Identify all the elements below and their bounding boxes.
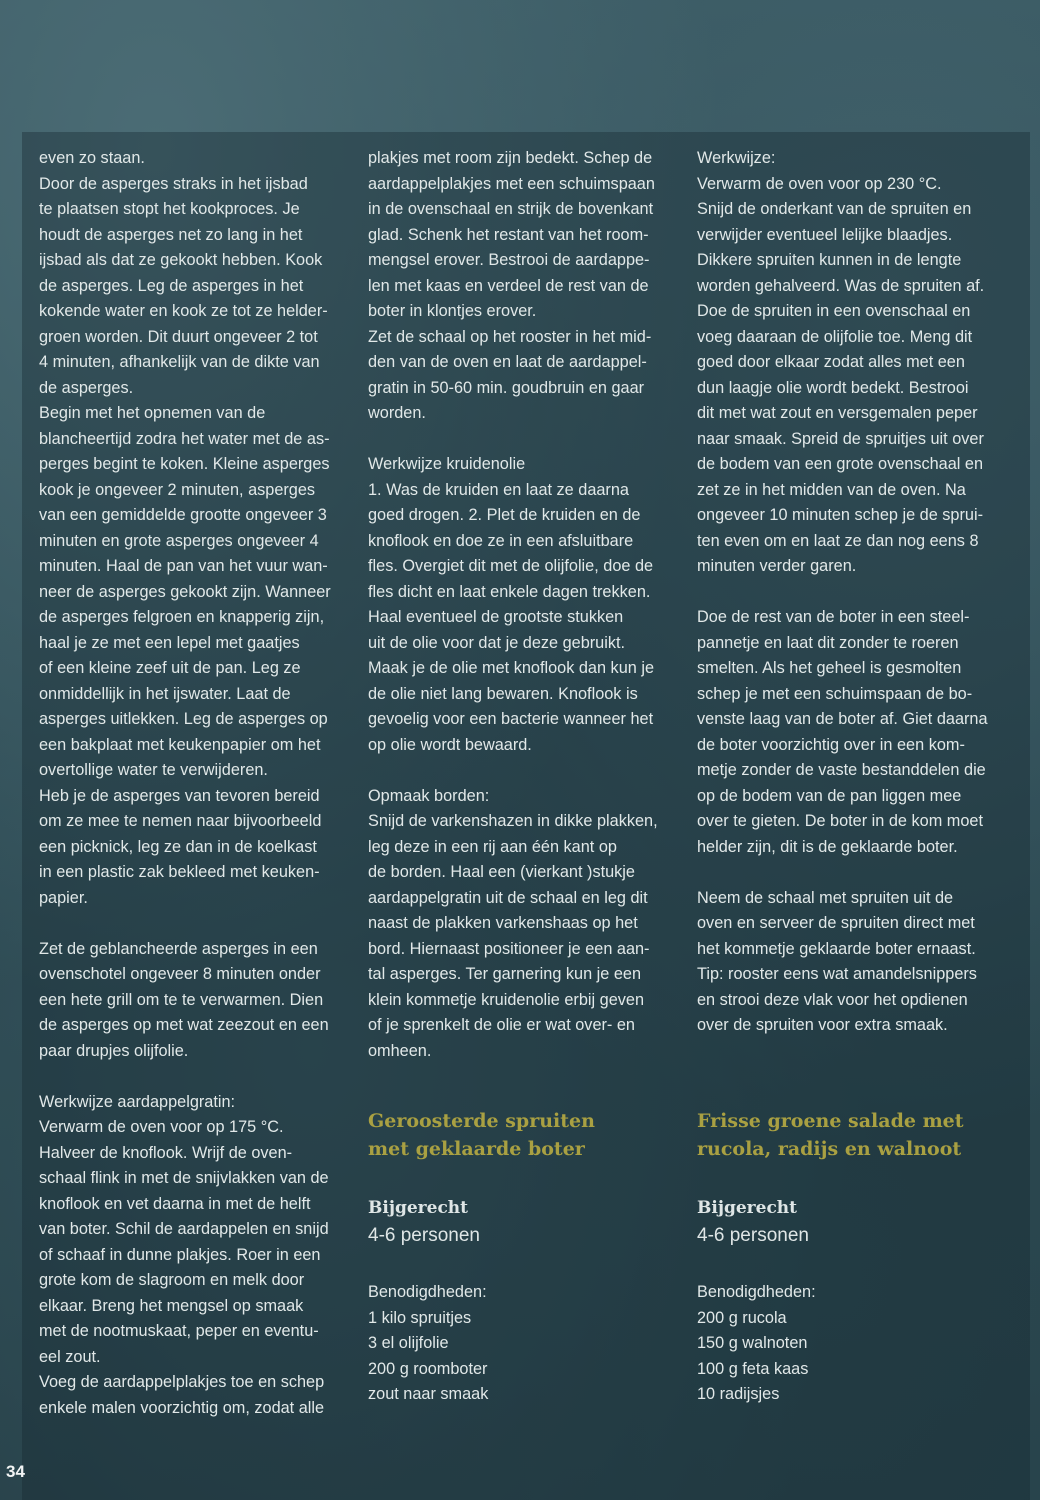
paragraph-werkwijze: Werkwijze: Verwarm de oven voor op 230 °C. Snijd de onderkant van de spruiten en verwijder eventueel lelijke blaadjes. Dikkere spruiten kunnen in de lengte worden gehalveerd. Was de spruiten af. Doe de spruiten in een ovenschaal en voeg daaraan de olijfolie toe. Meng dit goed door elkaar zodat alles met een dun laagje olie wordt bedekt. Bestrooi dit met wat zout en versgemalen peper naar smaak. Spreid de spruitjes uit over de bodem van een grote ovenschaal en zet ze in het midden van de oven. Na ongeveer 10 minuten schep je de sprui- ten even om en laat ze dan nog eens 8 minuten verder garen.	[697, 149, 985, 575]
ingredient-item: 100 g feta kaas	[697, 1359, 809, 1378]
category-label: Bijgerecht	[697, 1198, 798, 1218]
persons-label: 4-6 personen	[368, 1224, 480, 1246]
ingredients-salade	[697, 1280, 816, 1408]
paragraph-geklaarde-boter: Doe de rest van de boter in een steel- pannetje en laat dit zonder te roeren smelten. Als het geheel is gesmolten schep je met een schuimspaan de bo- venste laag van de boter af. Giet daarna de boter voorzichtig over in een kom- metje zonder de vaste bestanddelen die op de bodem van de pan liggen mee over te gieten. De boter in de kom moet helder zijn, dit is de geklaarde boter.	[697, 608, 988, 856]
recipe-meta-spruiten	[368, 1196, 480, 1249]
recipe-title-spruiten: Geroosterde spruiten met geklaarde boter	[368, 1110, 595, 1160]
recipe-title-salade: Frisse groene salade met rucola, radijs en walnoot	[697, 1110, 964, 1160]
paragraph-asperges: even zo staan. Door de asperges straks in het ijsbad te plaatsen stopt het kookproces. Je houdt de asperges net zo lang in het ijsbad als dat ze gekookt hebben. Kook de asperges. Leg de asperges in het kokende water en kook ze tot ze helder- groen worden. Dit duurt ongeveer 2 tot 4 minuten, afhankelijk van de dikte van de asperges. Begin met het opnemen van de blancheertijd zodra het water met de as- perges begint te koken. Kleine asperges kook je ongeveer 2 minuten, asperges van een gemiddelde grootte ongeveer 3 minuten en grote asperges ongeveer 4 minuten. Haal de pan van het vuur wan- neer de asperges gekookt zijn. Wanneer de asperges felgroen en knapperig zijn, haal je ze met een lepel met gaatjes of een kleine zeef uit de pan. Leg ze onmiddellijk in het ijswater. Laat de asperges uitlekken. Leg de asperges op een bakplaat met keukenpapier om het overtollige water te verwijderen. Heb je de asperges van tevoren bereid om ze mee te nemen naar bijvoorbeeld een picknick, leg ze dan in de koelkast in een plastic zak bekleed met keuken- papier.	[39, 149, 331, 907]
paragraph-aardappelgratin: Werkwijze aardappelgratin: Verwarm de oven voor op 175 °C. Halveer de knoflook. Wrijf de oven- schaal flink in met de snijvlakken van de knoflook en vet daarna in met de helft van boter. Schil de aardappelen en snijd of schaaf in dunne plakjes. Roer in een grote kom de slagroom en melk door elkaar. Breng het mengsel op smaak met de nootmuskaat, peper en eventu- eel zout. Voeg de aardappelplakjes toe en schep enkele malen voorzichtig om, zodat alle	[39, 1092, 329, 1417]
recipe-meta-salade	[697, 1196, 809, 1249]
ingredients-spruiten	[368, 1280, 488, 1408]
paragraph-kruidenolie: Werkwijze kruidenolie 1. Was de kruiden en laat ze daarna goed drogen. 2. Plet de kruiden en de knoflook en doe ze in een afsluitbare fles. Overgiet dit met de olijfolie, doe de fles dicht en laat enkele dagen trekken. Haal eventueel de grootste stukken uit de olie voor dat je deze gebruikt. Maak je de olie met knoflook dan kun je de olie niet lang bewaren. Knoflook is gevoelig voor een bacterie wanneer het op olie wordt bewaard.	[368, 455, 654, 754]
ingredient-item: zout naar smaak	[368, 1385, 489, 1403]
column-1	[39, 146, 357, 1421]
column-2	[368, 146, 680, 1064]
paragraph-serveren: Neem de schaal met spruiten uit de oven en serveer de spruiten direct met het kommetje geklaarde boter ernaast. Tip: rooster eens wat amandelsnippers en strooi deze vlak voor het opdienen over de spruiten voor extra smaak.	[697, 888, 977, 1034]
ingredient-item: 10 radijsjes	[697, 1385, 780, 1403]
ingredient-item: 150 g walnoten	[697, 1334, 808, 1352]
paragraph-opmaak-borden: Opmaak borden: Snijd de varkenshazen in dikke plakken, leg deze in een rij aan één kant op de borden. Haal een (vierkant )stukje aardappelgratin uit de schaal en leg dit naast de plakken varkenshaas op het bord. Hiernaast positioneer je een aan- tal asperges. Ter garnering kun je een klein kommetje kruidenolie erbij geven of je sprenkelt de olie er wat over- en omheen.	[368, 786, 658, 1060]
paragraph-grill: Zet de geblancheerde asperges in een ovenschotel ongeveer 8 minuten onder een hete grill om te te verwarmen. Dien de asperges op met wat zeezout en een paar drupjes olijfolie.	[39, 939, 329, 1060]
column-3	[697, 146, 1009, 1039]
ingredients-label: Benodigdheden:	[368, 1283, 487, 1301]
ingredient-item: 200 g rucola	[697, 1308, 787, 1327]
ingredient-item: 1 kilo spruitjes	[368, 1308, 472, 1327]
ingredient-item: 3 el olijfolie	[368, 1334, 449, 1352]
ingredients-label: Benodigdheden:	[697, 1283, 816, 1301]
page-number: 34	[6, 1462, 25, 1481]
paragraph-gratin-vervolg: plakjes met room zijn bedekt. Schep de aardappelplakjes met een schuimspaan in de ovenschaal en strijk de bovenkant glad. Schenk het restant van het room- mengsel erover. Bestrooi de aardappe- len met kaas en verdeel de rest van de boter in klontjes erover. Zet de schaal op het rooster in het mid- den van de oven en laat de aardappel- gratin in 50-60 min. goudbruin en gaar worden.	[368, 149, 655, 422]
category-label: Bijgerecht	[368, 1198, 469, 1218]
persons-label: 4-6 personen	[697, 1224, 809, 1246]
ingredient-item: 200 g roomboter	[368, 1359, 488, 1378]
